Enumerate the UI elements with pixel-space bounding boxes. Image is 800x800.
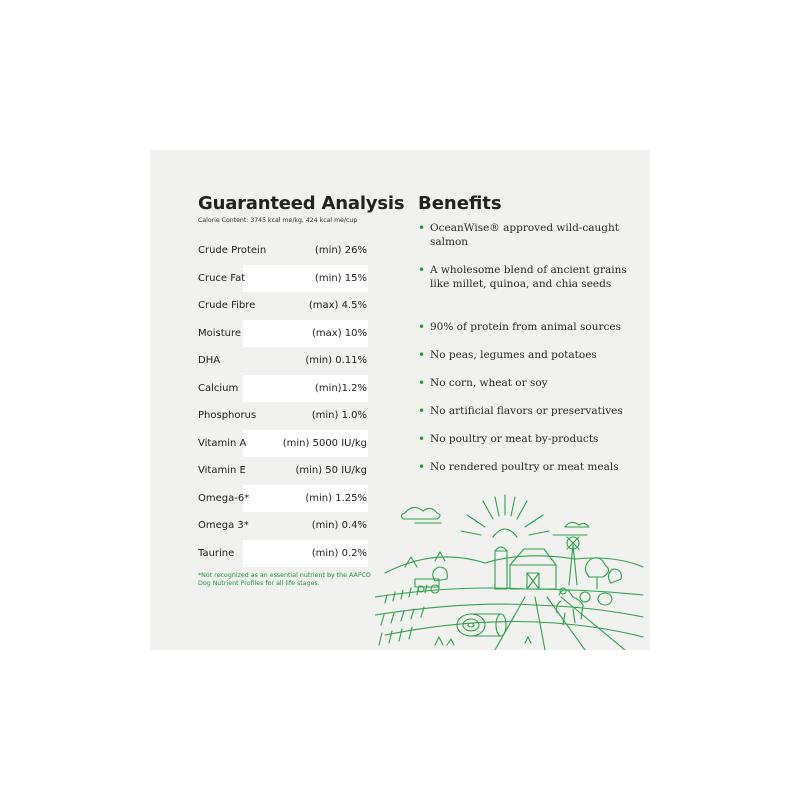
analysis-row <box>198 320 368 348</box>
nutrient-value: (min) 1.0% <box>311 410 367 422</box>
nutrient-name: Crude Fibre <box>198 300 256 312</box>
nutrient-name: Crude Protein <box>198 245 267 257</box>
bullet-icon: • <box>418 432 426 446</box>
nutrient-value: (min) 50 IU/kg <box>295 465 367 477</box>
analysis-table <box>198 237 368 567</box>
nutrient-value: (min) 0.2% <box>311 547 367 559</box>
nutrient-name: Phosphorus <box>198 410 257 422</box>
analysis-row <box>198 375 368 403</box>
nutrient-value: (min) 15% <box>314 272 367 284</box>
analysis-row <box>198 237 368 265</box>
analysis-row <box>198 457 368 485</box>
nutrient-name: Omega-6* <box>198 492 250 504</box>
sun-icon <box>461 495 549 537</box>
nutrient-value: (min)1.2% <box>314 382 367 394</box>
benefit-text: A wholesome blend of ancient grains like millet, quinoa, and chia seeds <box>430 264 627 290</box>
nutrient-name: DHA <box>198 355 221 367</box>
nutrient-value: (max) 10% <box>312 327 367 339</box>
nutrient-name: Calcium <box>198 382 239 394</box>
benefit-item <box>418 460 619 474</box>
nutrient-name: Moisture <box>198 327 242 339</box>
farm-scene-illustration-icon <box>375 485 645 650</box>
nutrient-value: (min) 1.25% <box>305 492 367 504</box>
benefit-text: No poultry or meat by-products <box>430 433 599 445</box>
benefit-item <box>418 320 621 334</box>
benefits-section <box>418 192 643 474</box>
nutrient-value: (min) 0.4% <box>311 520 367 532</box>
analysis-row <box>198 485 368 513</box>
windmill-icon <box>567 537 579 585</box>
bullet-icon: • <box>418 263 426 277</box>
benefit-item <box>418 432 598 446</box>
bullet-icon: • <box>418 348 426 362</box>
nutrient-name: Vitamin A <box>198 437 247 449</box>
barn-icon <box>495 547 556 589</box>
benefit-item <box>418 221 643 249</box>
benefit-text: No peas, legumes and potatoes <box>430 349 597 361</box>
analysis-row <box>198 512 368 540</box>
benefit-text: No rendered poultry or meat meals <box>430 461 619 473</box>
benefit-item <box>418 376 548 390</box>
nutrient-name: Vitamin E <box>198 465 246 477</box>
benefit-text: 90% of protein from animal sources <box>430 321 621 333</box>
analysis-title: Guaranteed Analysis <box>198 193 405 214</box>
bullet-icon: • <box>418 376 426 390</box>
hay-bale-icon <box>457 592 612 636</box>
benefit-item <box>418 348 597 362</box>
calorie-content: Calorie Content: 3745 kcal me/kg, 424 kcal me/cup <box>198 217 358 224</box>
bullet-icon: • <box>418 221 426 235</box>
analysis-row <box>198 265 368 293</box>
guaranteed-analysis-section <box>198 192 405 587</box>
analysis-panel <box>150 150 650 650</box>
benefit-text: No corn, wheat or soy <box>430 377 548 389</box>
benefits-title: Benefits <box>418 193 502 214</box>
nutrient-value: (min) 26% <box>314 245 367 257</box>
analysis-row <box>198 540 368 568</box>
nutrient-name: Taurine <box>198 547 235 559</box>
benefit-item <box>418 404 623 418</box>
nutrient-name: Cruce Fat <box>198 272 246 284</box>
analysis-row <box>198 292 368 320</box>
analysis-row <box>198 347 368 375</box>
analysis-row <box>198 402 368 430</box>
benefit-text: No artificial flavors or preservatives <box>430 405 623 417</box>
footnote: *Not recognized as an essential nutrient by the AAFCO Dog Nutrient Profiles for all life stages. <box>198 572 371 587</box>
bullet-icon: • <box>418 404 426 418</box>
bullet-icon: • <box>418 460 426 474</box>
benefit-text: OceanWise® approved wild-caught salmon <box>430 222 619 248</box>
benefit-item <box>418 263 643 291</box>
nutrient-name: Omega 3* <box>198 520 249 532</box>
nutrient-value: (min) 5000 IU/kg <box>282 437 367 449</box>
nutrient-value: (min) 0.11% <box>305 355 367 367</box>
bullet-icon: • <box>418 320 426 334</box>
nutrient-value: (max) 4.5% <box>308 300 367 312</box>
analysis-row <box>198 430 368 458</box>
